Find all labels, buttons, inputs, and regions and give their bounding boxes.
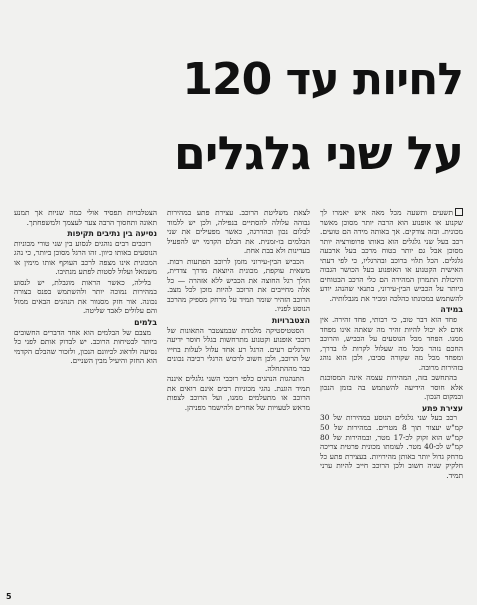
article-column	[320, 208, 463, 588]
paragraph-text: התנהגות הנהגים כלפי רוכבי השני גלגלים איננה תמיד הוגנת. נהגי מכוניות רבים אינם רואים את הרוכב או מתעלמים ממנו, ועל הרוכב לצפות מראש לטעויות של אחרים ולהישמר מפניהן.	[167, 374, 310, 412]
paragraph	[14, 239, 157, 277]
paragraph-text: תשעים ותשעה מכל מאה איש יאמרו לך שקנוע או אופנוע הוא הרבה יותר מסוכן מאשר מכונית. ובזה צודקים. אך באותה מידה הם טועים. רכב בעל שני גלגלים הוא באותו פרופורציה יותר מסוכן אבל גם יותר בטוח מרכב בעל ארבעה גלגלים. הכל תלוי ברוכב ובהרגליו, כי לפי דעתי האישית הקטנוע או האופנוע בעל הכושר הגבוה והיכולת התמרון המהירה הם כלי הרכב הבטוחים ביותר על הכביש הבין-עירוני, בתנאי שהנהג יודע להשתמש במכונתו כהלכה ומכיר את מגבלותיה.	[320, 208, 463, 303]
article-body	[14, 208, 463, 588]
paragraph	[14, 328, 157, 366]
headline-line-2: על שני גלגלים	[173, 126, 463, 180]
subheading	[320, 305, 463, 315]
headline-line-1: לחיות עד 120	[182, 54, 463, 105]
paragraph	[320, 315, 463, 372]
paragraph-text: במידה	[440, 305, 463, 315]
paragraph-text: בהתחשב בזה, המהירות עצמה אינה המסוכנת אלא חוסר הידיעה להשתמש בה בזמן הנכון ובמקום הנכון.	[320, 373, 463, 402]
subheading	[14, 229, 157, 239]
subheading	[14, 318, 157, 328]
paragraph-text: נסיעה בין נתיבים תקיפות	[67, 229, 157, 239]
paragraph-text: פחד הוא דבר טוב, כי רבותי, פחד זהירה. אין אדם לא יכול להיות זהיר מה שאתה אינו מפחד ממנו. הפחד מכל הנוסעים על הכביש, והרוכב החכם נזהר מכל מה שעלול לקרות לו בדרך, ומפחד מכל מה שקורה סביבו, ולכן הוא נוהג בזהירות מרובה.	[320, 315, 463, 372]
paragraph-text: רכב בעל שני גלגלים הנוסע במהירות של 30 קמ"ש יעצור תוך 8 מטרים. במהירות של 50 קמ"ש הוא זקוק לכ-17 מטר, ובמהירות של 80 קמ"ש לכ-40 מטר. לעומתו מכונית פרטית צריכה מרחק גדול יותר באותן מהירויות. בעצירת פתע כל חלקיק שניה חשוב ולכן הרוכב חייב להיות ערני תמיד.	[320, 413, 463, 480]
paragraph-text: מצבם של הבלמים הוא אחד הדברים החשובים ביותר לבטיחות הרוכב. יש לבדוק אותם לפני כל נסיעה ולדאוג לכיוונם הנכון, ולזכור שהבלם הקדמי הוא החזק והיעיל מבין השניים.	[14, 327, 157, 366]
paragraph-text: הסטטיסטיקה מלמדת שבמצטבר התאונות של רוכבי אופנוע וקטנוע מתרחשות בגלל חוסר ידיעה והרגלים רעים. הרגל רע אחד עלול לעלות בחייו של הרוכב, ולכן חשוב לרכוש הרגלי רכיבה נכונים כבר מההתחלה.	[167, 325, 310, 373]
paragraph	[320, 413, 463, 480]
paragraph	[167, 257, 310, 314]
paragraph	[14, 278, 157, 316]
paragraph	[320, 208, 463, 303]
paragraph-text: הצטלבויות תפסיד אולי כמה שניות אך תמנע תאונה ותחסוך הרבה צער לעצמך ולמשפחתך.	[14, 208, 157, 227]
paragraph-text: בלמים	[134, 318, 157, 328]
paragraph-text: עצירת פתע	[422, 403, 463, 413]
paragraph-text: לצאת משליטת הרוכב. עצירת פתע במהירות גבוהה עלולה להסתיים בנפילה, ולכן יש ללמוד לבלום נכון ובהדרגה, כאשר מפעילים את שני הבלמים בו-זמנית. את הבלם הקדמי יש להפעיל בעדינות ולא בבת אחת.	[167, 208, 310, 256]
paragraph	[167, 208, 310, 256]
paragraph	[167, 326, 310, 374]
article-column	[167, 208, 310, 588]
paragraph-text: הכביש הבין-עירוני מזמן לרוכב הפתעות רבות. משאית עוקפת, מכונית היוצאת מדרך צדדית, הולך רגל החוצה את הכביש ללא אזהרה — כל אלה מחייבים את הרוכב להיות מוכן לכל מצב. הרוכב הזהיר שומר תמיד על מרחק מספיק מהרכב הנוסע לפניו.	[167, 256, 310, 314]
paragraph-text: בלילה, כאשר הראות מוגבלת, יש לנסוע במהירות נמוכה יותר ולהשתמש בפנס בצורה נכונה. אור חזק מסנוור את הנהגים הבאים ממול והם עלולים לאבד שליטה.	[14, 277, 157, 316]
subheading	[167, 316, 310, 326]
page-number: 5	[6, 592, 12, 601]
paragraph	[320, 373, 463, 402]
paragraph-text: הצטברויות	[271, 316, 310, 326]
paragraph-text: רוכבים רבים נוהגים לנסוע בין שני טורי מכוניות הנוסעים באותו כיוון. זהו הרגל מסוכן ביותר, כי נהג המכונית אינו מצפה לרכב העוקף אותו מימין או משמאל ועלול לסטות לפתע מנתיבו.	[14, 238, 157, 277]
paragraph	[167, 374, 310, 412]
article-column	[14, 208, 157, 588]
paragraph	[14, 208, 157, 227]
section-marker-icon	[455, 208, 463, 216]
subheading	[320, 404, 463, 414]
